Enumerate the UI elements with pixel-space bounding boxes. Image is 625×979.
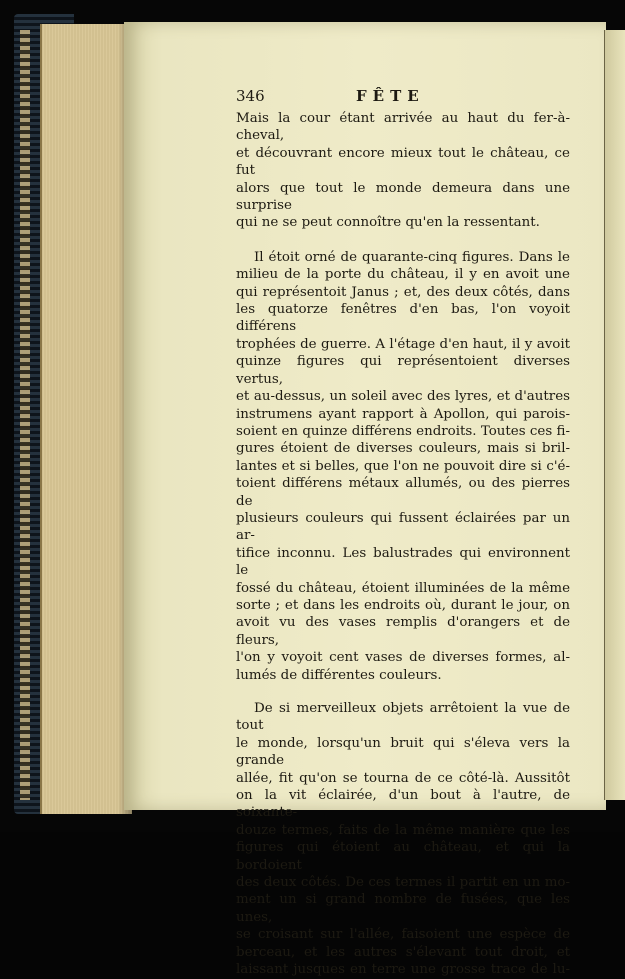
text-line: toient différens métaux allumés, ou des pierres de [236,476,570,509]
text-line: l'on y voyoit cent vases de diverses formes, al- [236,650,570,666]
text-line: laissant jusques en terre une grosse trace de lu- [236,962,570,978]
text-line: tifice inconnu. Les balustrades qui environnent le [236,545,570,579]
text-line: qui ne se peut connoître qu'en la ressentant. [236,215,540,231]
text-line: alors que tout le monde demeura dans une surprise [236,180,570,214]
text-line: allée, fit qu'on se tourna de ce côté-là. Aussitôt [236,770,570,786]
text-line: sorte ; et dans les endroits où, durant le jour, on [236,597,570,613]
text-line: trophées de guerre. A l'étage d'en haut, il y avoit [236,336,570,352]
text-line: milieu de la porte du château, il y en avoit une [236,267,570,283]
text-line: De si merveilleux objets arrêtoient la vue de tout [236,701,570,734]
facing-page-edge [604,30,625,800]
text-line: et au-dessus, un soleil avec des lyres, et d'autres [236,389,570,405]
text-line: le monde, lorsqu'un bruit qui s'éleva vers la grande [236,735,570,769]
text-line: fossé du château, étoient illuminées de la même [236,580,570,596]
running-title: FÊTE [356,87,425,105]
text-line: lantes et si belles, que l'on ne pouvoit dire si c'é- [236,458,570,474]
paragraph-2 [236,249,570,684]
page-number: 346 [236,87,265,105]
binding-stitching [20,30,30,800]
text-line: se croisant sur l'allée, faisoient une espèce de [236,927,570,943]
text-line: les quatorze fenêtres d'en bas, l'on voyoit différens [236,302,570,335]
text-line: ment un si grand nombre de fusées, que les unes, [236,892,570,925]
text-line: Mais la cour étant arrivée au haut du fer-à-cheval, [236,111,570,144]
text-line: on la vit éclairée, d'un bout à l'autre, de soixante- [236,788,570,821]
text-line: instrumens ayant rapport à Apollon, qui parois- [236,406,570,422]
text-line: Il étoit orné de quarante-cinq figures. Dans le [254,249,570,265]
text-line: figures qui étoient au château, et qui la bordoient [236,840,570,873]
text-line: douze termes, faits de la même manière que les [236,822,570,838]
text-line: lumés de différentes couleurs. [236,667,442,683]
text-line: berceau, et les autres s'élevant tout droit, et [236,944,570,960]
text-line: des deux côtés. De ces termes il partit en un mo- [236,875,570,891]
text-line: qui représentoit Janus ; et, des deux côtés, dans [236,284,570,300]
text-line: avoit vu des vases remplis d'orangers et de fleurs, [236,615,570,648]
text-line: et découvrant encore mieux tout le château, ce fut [236,145,570,179]
paragraph-3 [236,700,570,979]
text-line: quinze figures qui représentoient diverses vertus, [236,354,570,387]
text-line: gures étoient de diverses couleurs, mais si bril- [236,441,570,457]
text-line: soient en quinze différens endroits. Toutes ces fi- [236,423,570,439]
paragraph-1 [236,110,570,232]
page-header [236,88,570,110]
page-edges [40,24,132,814]
text-line: plusieurs couleurs qui fussent éclairées par un ar- [236,510,570,544]
page-text [236,88,570,979]
